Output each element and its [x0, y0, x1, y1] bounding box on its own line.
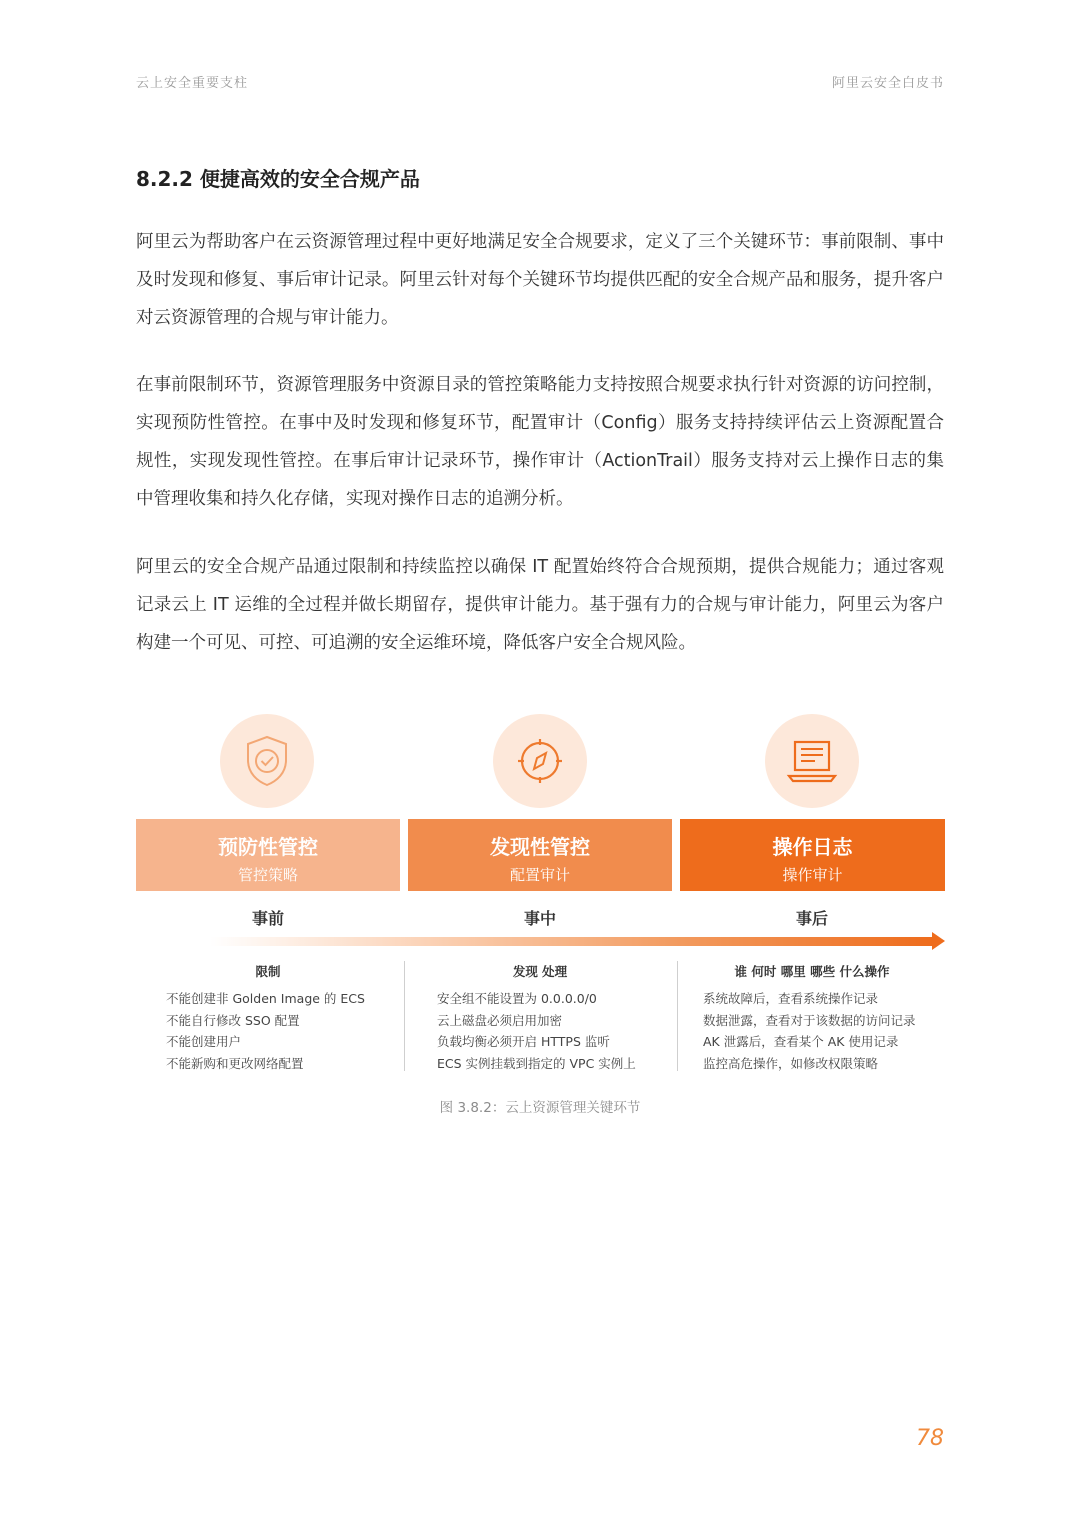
body-paragraph: 在事前限制环节，资源管理服务中资源目录的管控策略能力支持按照合规要求执行针对资源的访问控制，实现预防性管控。在事中及时发现和修复环节，配置审计（Config）服务支持持续评估云上资源配置合规性，实现发现性管控。在事后审计记录环节，操作审计（ActionTrail）服务支持对云上操作日志的集中管理收集和持久化存储，实现对操作日志的追溯分析。 — [136, 375, 944, 509]
list-item: 负载均衡必须开启 HTTPS 监听 — [437, 1034, 610, 1050]
list-item: ECS 实例挂载到指定的 VPC 实例上 — [437, 1056, 636, 1072]
column-divider — [677, 961, 678, 1071]
list-item: 不能新购和更改网络配置 — [166, 1056, 304, 1072]
arrow-head-icon — [932, 932, 945, 950]
icon-circle — [493, 714, 587, 808]
timeline-arrow — [210, 937, 934, 946]
phase-label: 事后 — [795, 909, 828, 928]
laptop-log-icon — [785, 736, 839, 786]
stage-subtitle: 配置审计 — [509, 866, 570, 884]
restriction-list — [166, 988, 365, 1075]
list-item: 安全组不能设置为 0.0.0.0/0 — [437, 991, 597, 1006]
list-item: 云上磁盘必须启用加密 — [437, 1012, 563, 1028]
running-header-right: 阿里云安全白皮书 — [831, 76, 944, 91]
shield-check-icon — [242, 734, 292, 788]
icon-circle — [765, 714, 859, 808]
list-item: 不能自行修改 SSO 配置 — [166, 1012, 300, 1028]
list-item: 数据泄露，查看对于该数据的访问记录 — [703, 1012, 916, 1028]
list-item: 不能创建用户 — [166, 1034, 242, 1050]
section-title: 8.2.2 便捷高效的安全合规产品 — [136, 167, 420, 191]
list-item: AK 泄露后，查看某个 AK 使用记录 — [703, 1034, 899, 1050]
page-number: 78 — [916, 1426, 944, 1451]
body-paragraph: 阿里云为帮助客户在云资源管理过程中更好地满足安全合规要求，定义了三个关键环节：事前限制、事中及时发现和修复、事后审计记录。阿里云针对每个关键环节均提供匹配的安全合规产品和服务，提升客户对云资源管理的合规与审计能力。 — [136, 232, 944, 328]
stage-subtitle: 管控策略 — [237, 866, 298, 884]
body-paragraph: 阿里云的安全合规产品通过限制和持续监控以确保 IT 配置始终符合合规预期，提供合规能力；通过客观记录云上 IT 运维的全过程并做长期留存，提供审计能力。基于强有力的合规与审计能力，阿里云为客户构建一个可见、可控、可追溯的安全运维环境，降低客户安全合规风险。 — [136, 557, 944, 653]
stage-title: 发现性管控 — [490, 835, 590, 859]
figure-caption: 图 3.8.2：云上资源管理关键环节 — [439, 1100, 641, 1116]
stage-title: 操作日志 — [772, 835, 853, 859]
stage-box-operation-log — [680, 819, 945, 891]
list-item: 监控高危操作，如修改权限策略 — [703, 1056, 879, 1072]
stage-box-preventive — [136, 819, 400, 891]
column-heading: 发现 处理 — [512, 964, 568, 979]
stage-box-detective — [408, 819, 672, 891]
column-heading: 限制 — [255, 964, 281, 979]
list-item: 系统故障后，查看系统操作记录 — [703, 991, 879, 1006]
audit-list — [703, 988, 916, 1075]
running-header-left: 云上安全重要支柱 — [136, 76, 249, 91]
phase-label: 事前 — [251, 909, 284, 928]
phase-label: 事中 — [523, 909, 556, 928]
column-heading: 谁 何时 哪里 哪些 什么操作 — [734, 964, 890, 979]
list-item: 不能创建非 Golden Image 的 ECS — [166, 991, 365, 1006]
stage-subtitle: 操作审计 — [782, 866, 843, 884]
icon-circle — [220, 714, 314, 808]
column-divider — [404, 961, 405, 1071]
stage-title: 预防性管控 — [218, 835, 318, 859]
compass-icon — [515, 736, 565, 786]
detection-list — [437, 988, 636, 1075]
